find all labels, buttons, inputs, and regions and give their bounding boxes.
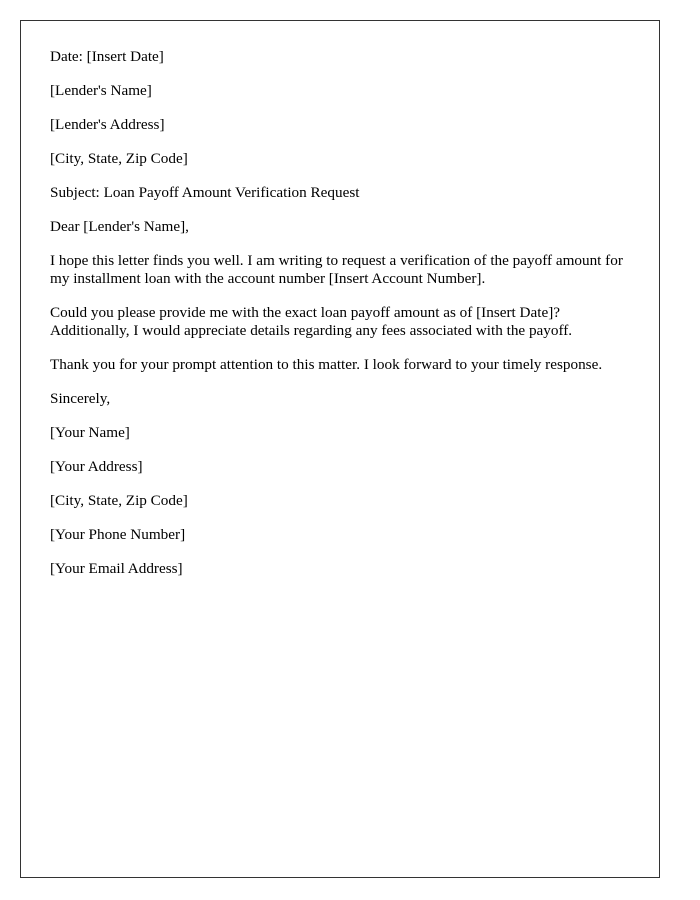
sender-name: [Your Name]: [50, 424, 130, 441]
subject-line: Subject: Loan Payoff Amount Verification Request: [50, 184, 360, 201]
body-paragraph-request: Could you please provide me with the exact loan payoff amount as of [Insert Date]? Additionally, I would appreciate details regarding any fees associated with the payoff.: [50, 304, 573, 339]
sender-address: [Your Address]: [50, 458, 143, 475]
date-line: Date: [Insert Date]: [50, 48, 164, 65]
salutation: Dear [Lender's Name],: [50, 218, 189, 235]
body-paragraph-intro: I hope this letter finds you well. I am writing to request a verification of the payoff amount for my installment loan with the account number [Insert Account Number].: [50, 252, 623, 287]
lender-name: [Lender's Name]: [50, 82, 152, 99]
sender-phone: [Your Phone Number]: [50, 526, 186, 543]
body-paragraph-thanks: Thank you for your prompt attention to this matter. I look forward to your timely response.: [50, 356, 603, 373]
letter-page: [20, 20, 660, 878]
closing: Sincerely,: [50, 390, 111, 407]
sender-city-state-zip: [City, State, Zip Code]: [50, 492, 188, 509]
lender-city-state-zip: [City, State, Zip Code]: [50, 150, 188, 167]
sender-email: [Your Email Address]: [50, 560, 183, 577]
lender-address: [Lender's Address]: [50, 116, 165, 133]
